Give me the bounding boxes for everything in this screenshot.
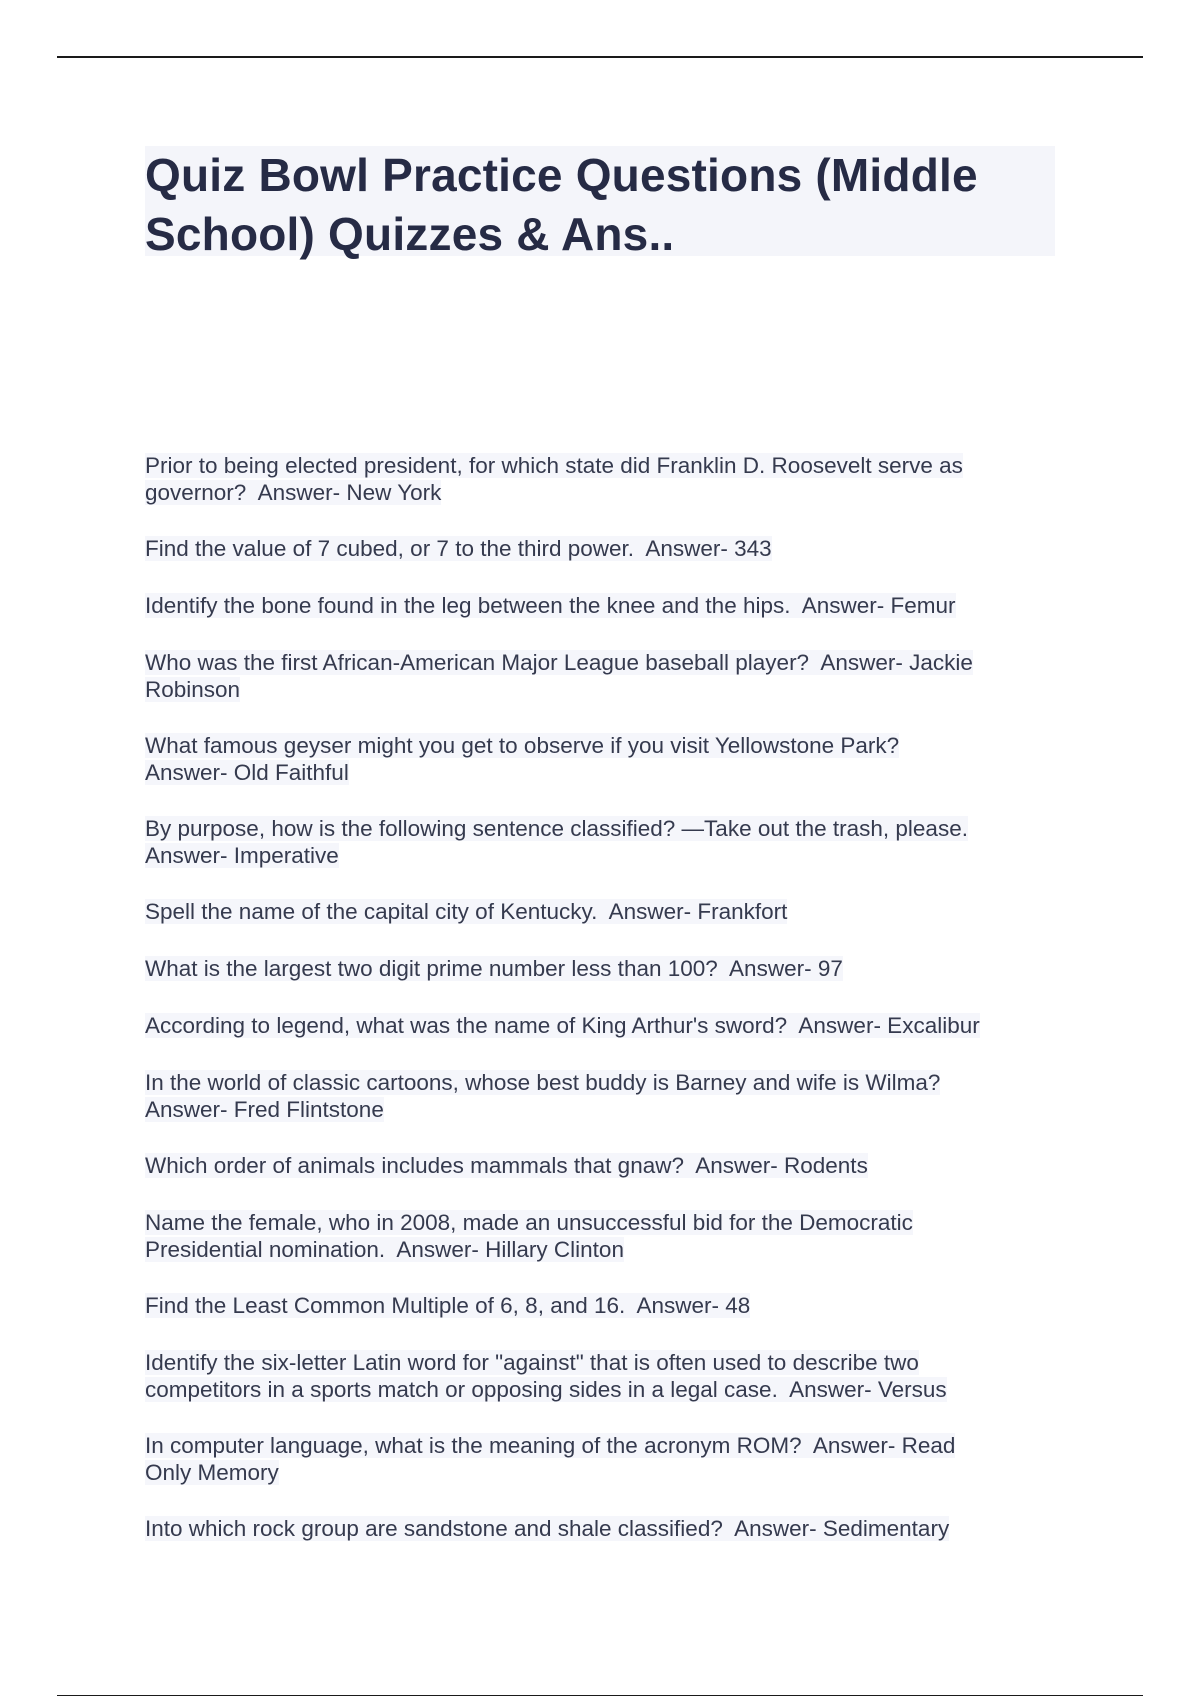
list-item xyxy=(145,1152,1065,1180)
question-list xyxy=(145,452,1065,1572)
list-item xyxy=(145,1349,1065,1404)
list-item xyxy=(145,1209,1065,1264)
question-text: Who was the first African-American Major League baseball player? Answer- Jackie Robinson xyxy=(145,650,973,702)
question-text: Find the value of 7 cubed, or 7 to the third power. Answer- 343 xyxy=(145,536,772,561)
list-item xyxy=(145,1515,1065,1543)
question-text: Find the Least Common Multiple of 6, 8, and 16. Answer- 48 xyxy=(145,1293,751,1318)
question-text: What is the largest two digit prime number less than 100? Answer- 97 xyxy=(145,956,843,981)
question-text: By purpose, how is the following sentence classified? —Take out the trash, please. Answer- Imperative xyxy=(145,816,968,868)
list-item xyxy=(145,732,1065,787)
page-title: Quiz Bowl Practice Questions (Middle School) Quizzes & Ans.. xyxy=(145,149,978,260)
question-text: Prior to being elected president, for which state did Franklin D. Roosevelt serve as governor? Answer- New York xyxy=(145,453,963,505)
list-item xyxy=(145,815,1065,870)
question-text: According to legend, what was the name of King Arthur's sword? Answer- Excalibur xyxy=(145,1013,980,1038)
list-item xyxy=(145,898,1065,926)
footer-rule xyxy=(57,1695,1143,1696)
question-text: In the world of classic cartoons, whose best buddy is Barney and wife is Wilma? Answer- Fred Flintstone xyxy=(145,1070,941,1122)
list-item xyxy=(145,535,1065,563)
question-text: Into which rock group are sandstone and shale classified? Answer- Sedimentary xyxy=(145,1516,950,1541)
list-item xyxy=(145,1012,1065,1040)
title-block xyxy=(145,146,1055,260)
list-item xyxy=(145,649,1065,704)
list-item xyxy=(145,1432,1065,1487)
question-text: Identify the six-letter Latin word for "against" that is often used to describe two competitors in a sports match or opposing sides in a legal case. Answer- Versus xyxy=(145,1350,947,1402)
question-text: What famous geyser might you get to observe if you visit Yellowstone Park? Answer- Old Faithful xyxy=(145,733,900,785)
question-text: In computer language, what is the meaning of the acronym ROM? Answer- Read Only Memory xyxy=(145,1433,956,1485)
question-text: Which order of animals includes mammals that gnaw? Answer- Rodents xyxy=(145,1153,868,1178)
header-rule xyxy=(57,56,1143,58)
list-item xyxy=(145,1292,1065,1320)
list-item xyxy=(145,955,1065,983)
question-text: Spell the name of the capital city of Kentucky. Answer- Frankfort xyxy=(145,899,788,924)
list-item xyxy=(145,1069,1065,1124)
question-text: Identify the bone found in the leg between the knee and the hips. Answer- Femur xyxy=(145,593,956,618)
list-item xyxy=(145,592,1065,620)
list-item xyxy=(145,452,1065,507)
question-text: Name the female, who in 2008, made an unsuccessful bid for the Democratic Presidential nomination. Answer- Hillary Clinton xyxy=(145,1210,913,1262)
